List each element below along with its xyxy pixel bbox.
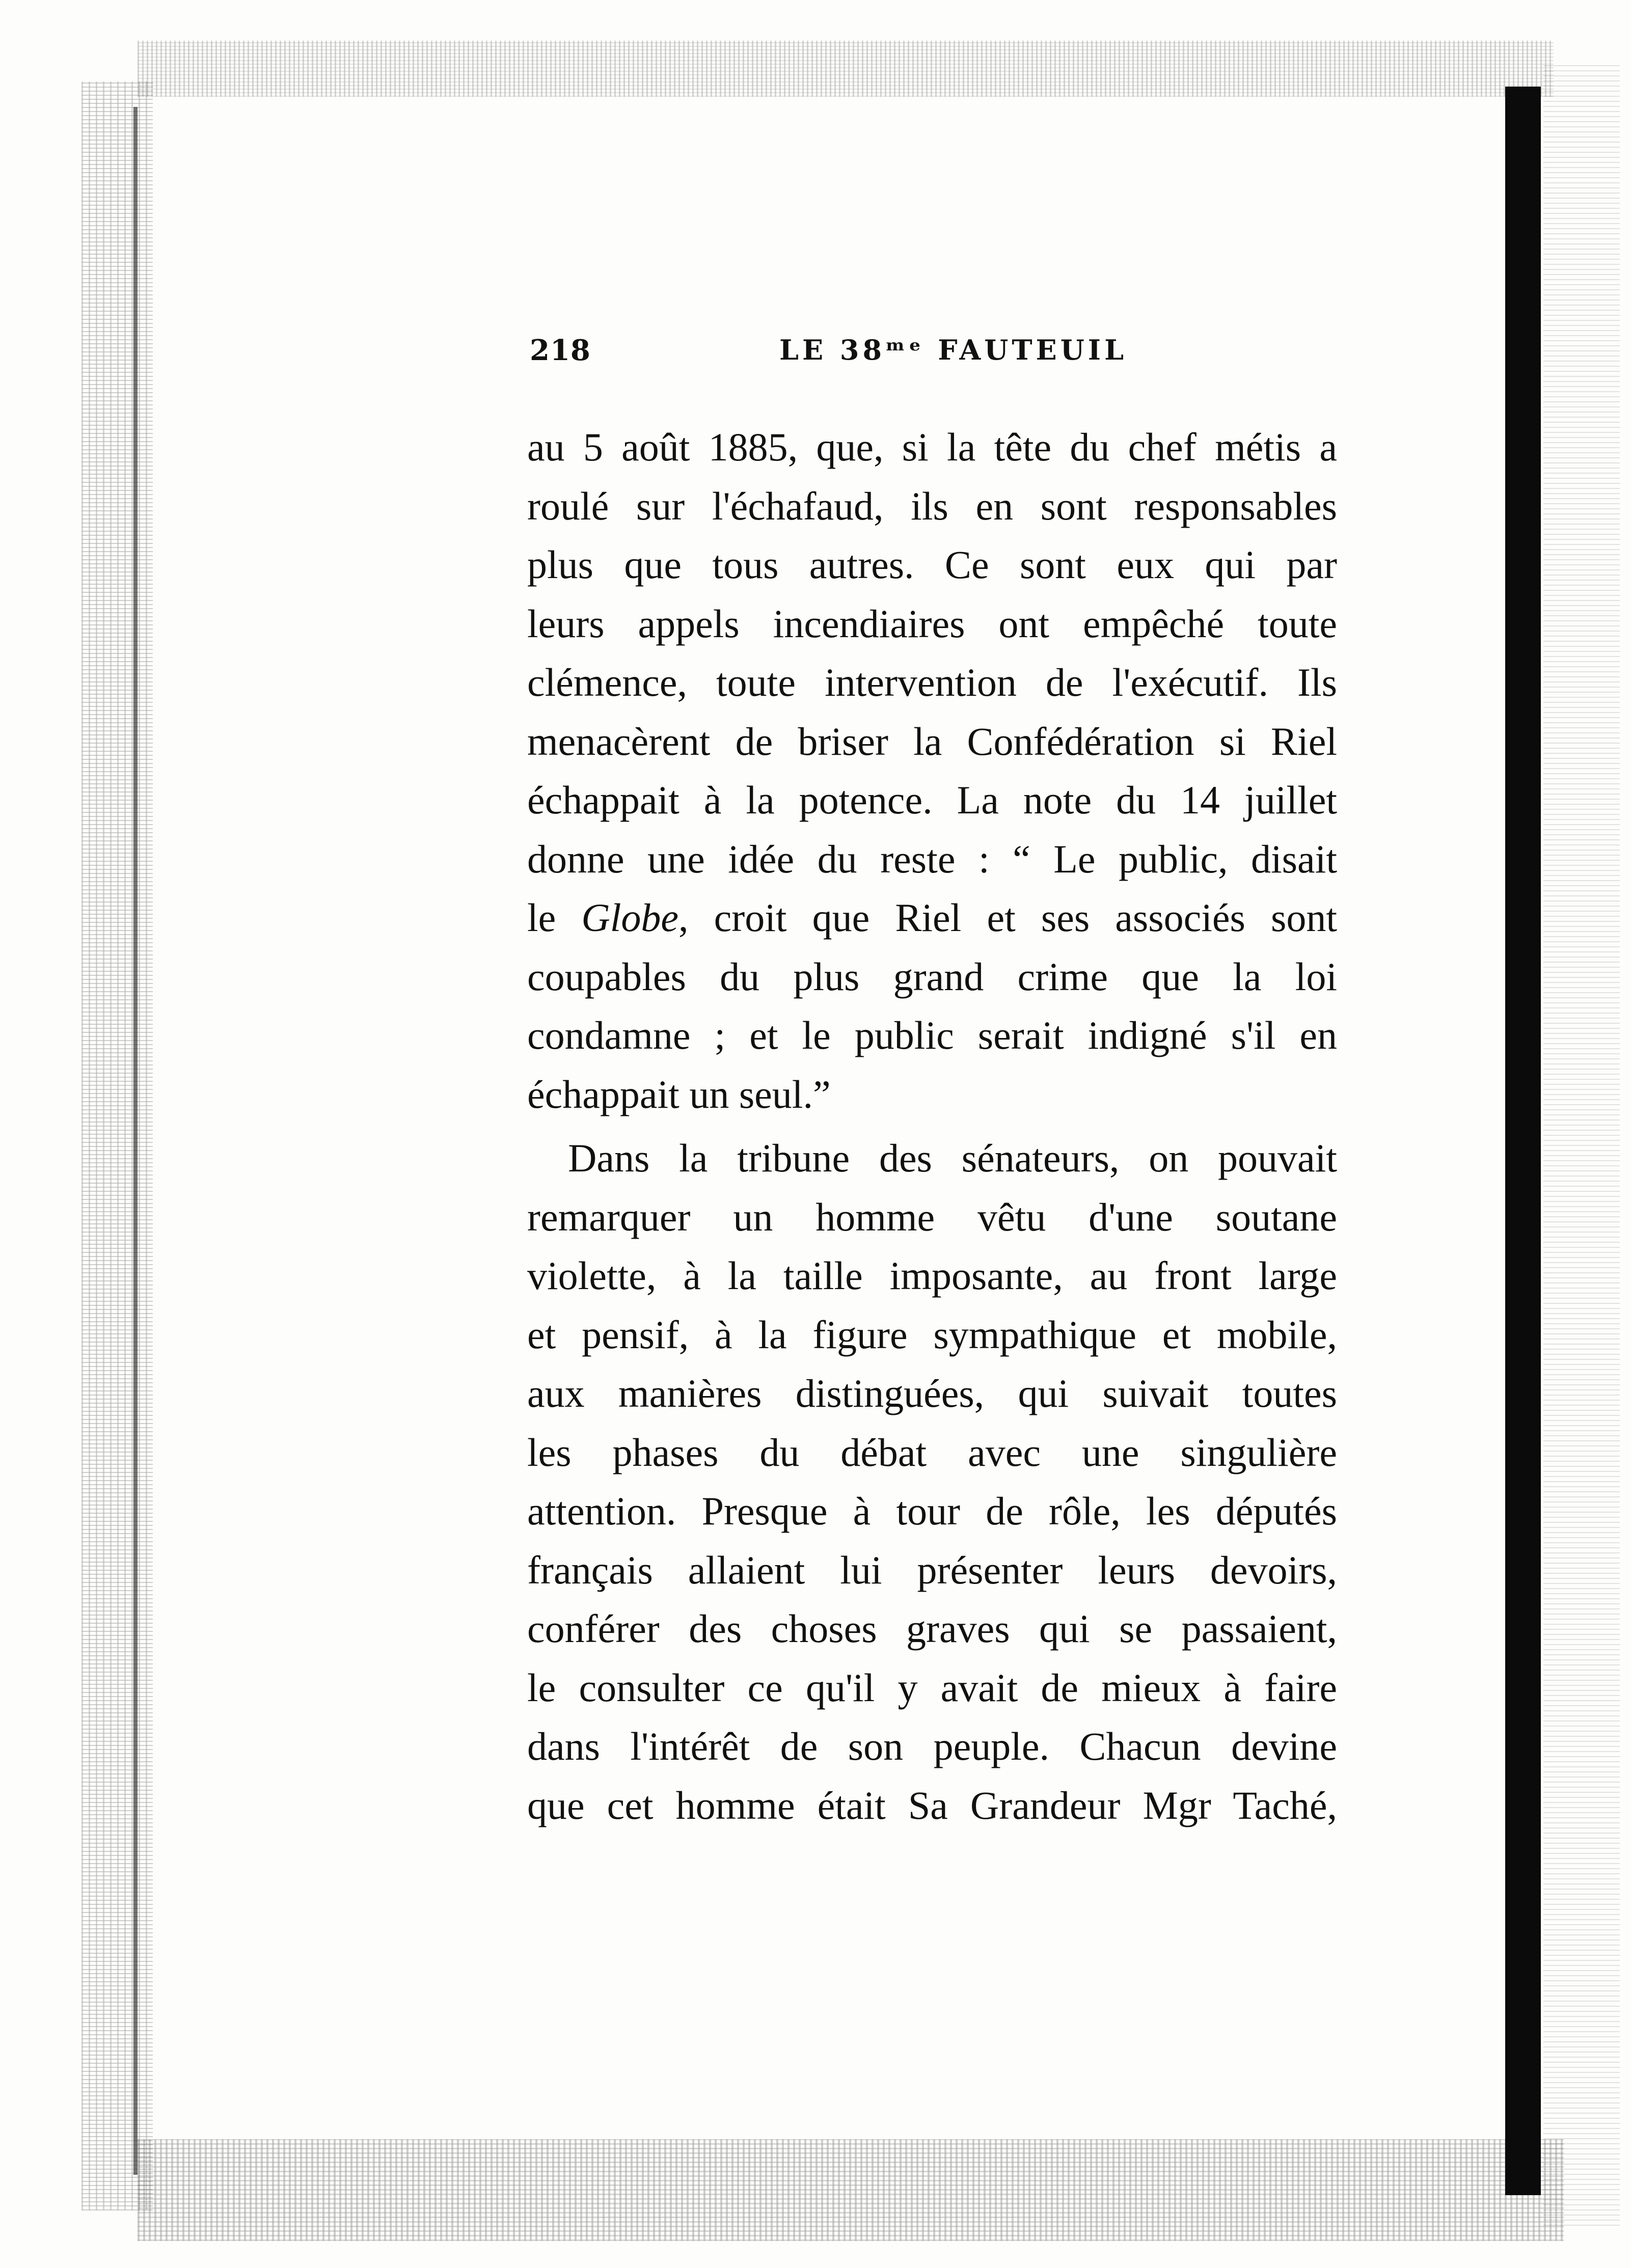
text-fragment: le	[527, 895, 582, 940]
text-line: échappait à la potence. La note du 14 juillet	[527, 778, 1337, 822]
running-title: LE 38ᵐᵉ FAUTEUIL	[779, 334, 1128, 366]
newspaper-title: Globe	[581, 895, 679, 940]
paragraph-gap	[527, 1124, 1337, 1129]
text-line: remarquer un homme vêtu d'une soutane	[527, 1194, 1337, 1239]
text-line: que cet homme était Sa Grandeur Mgr Taché,	[527, 1783, 1337, 1827]
text-line: attention. Presque à tour de rôle, les députés	[527, 1489, 1337, 1533]
text-line: roulé sur l'échafaud, ils en sont responsables	[527, 483, 1337, 528]
text-line: menacèrent de briser la Confédération si Riel	[527, 719, 1337, 763]
page-header	[530, 334, 1533, 379]
text-line: français allaient lui présenter leurs devoirs,	[527, 1547, 1337, 1592]
text-line: dans l'intérêt de son peuple. Chacun devine	[527, 1724, 1337, 1768]
text-line-globe	[527, 888, 1337, 947]
page-number: 218	[530, 334, 591, 367]
text-line: et pensif, à la figure sympathique et mobile,	[527, 1312, 1337, 1357]
text-line: conférer des choses graves qui se passaient,	[527, 1606, 1337, 1651]
scan-noise-left	[81, 81, 153, 2210]
text-line: aux manières distinguées, qui suivait toutes	[527, 1371, 1337, 1415]
body-text	[527, 418, 1337, 1835]
text-line: coupables du plus grand crime que la loi	[527, 954, 1337, 999]
scan-edge-left	[133, 107, 138, 2175]
text-line: leurs appels incendiaires ont empêché toute	[527, 601, 1337, 646]
text-line: violette, à la taille imposante, au front large	[527, 1253, 1337, 1298]
scan-noise-right	[1543, 61, 1620, 2226]
text-line: Dans la tribune des sénateurs, on pouvait	[568, 1136, 1337, 1180]
text-line: les phases du débat avec une singulière	[527, 1430, 1337, 1474]
text-line: clémence, toute intervention de l'exécutif. Ils	[527, 660, 1337, 704]
scan-edge-right-bar	[1505, 87, 1541, 2195]
text-line: condamne ; et le public serait indigné s'il en	[527, 1013, 1337, 1057]
text-line: au 5 août 1885, que, si la tête du chef métis a	[527, 425, 1337, 469]
scan-noise-top	[138, 41, 1554, 97]
text-line: échappait un seul.”	[527, 1072, 831, 1116]
scan-noise-bottom	[138, 2139, 1564, 2241]
text-line: le consulter ce qu'il y avait de mieux à faire	[527, 1665, 1337, 1710]
text-line: plus que tous autres. Ce sont eux qui par	[527, 542, 1337, 587]
text-fragment: , croit que Riel et ses associés sont	[678, 895, 1337, 940]
text-line: donne une idée du reste : “ Le public, disait	[527, 836, 1337, 881]
